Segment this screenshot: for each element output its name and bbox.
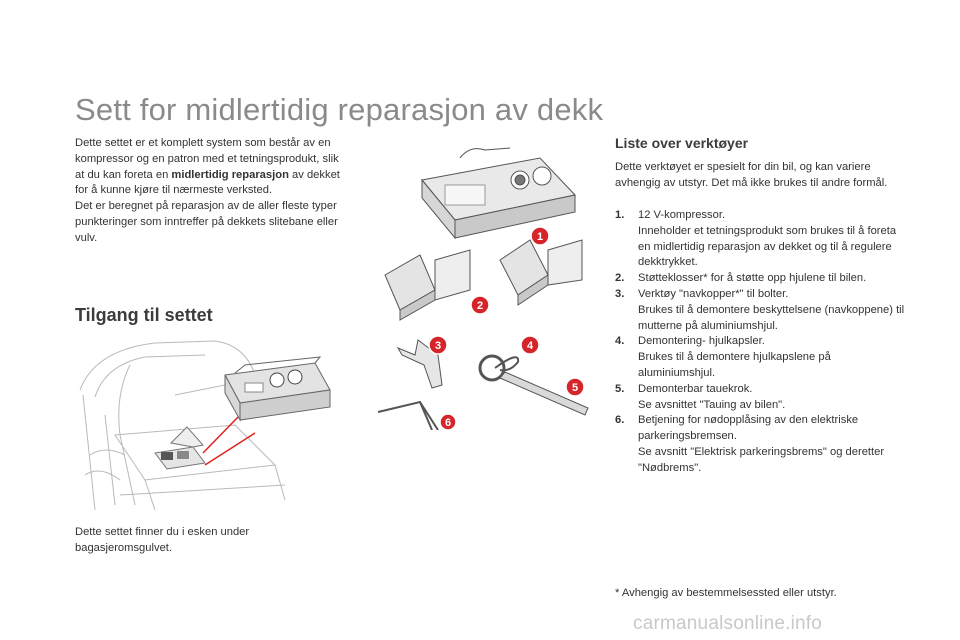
- svg-text:1: 1: [536, 231, 544, 243]
- list-item: [615, 413, 905, 476]
- list-item-desc: Se avsnitt "Elektrisk parkeringsbrems" og deretter "Nødbrems".: [638, 445, 885, 474]
- footnote: * Avhengig av bestemmelsessted eller utstyr.: [615, 587, 837, 599]
- toolkit-illustration: [360, 140, 610, 430]
- list-item-number: 2.: [615, 272, 625, 285]
- svg-text:2: 2: [476, 300, 484, 312]
- compressor-case: [422, 148, 575, 238]
- list-item-number: 4.: [615, 335, 625, 348]
- list-item-title: Verktøy "navkopper*" til bolter.: [638, 287, 789, 300]
- svg-text:4: 4: [526, 340, 534, 352]
- callout-5: [566, 378, 584, 396]
- callout-4: [521, 336, 539, 354]
- svg-text:5: 5: [571, 382, 579, 394]
- svg-text:6: 6: [444, 417, 452, 429]
- callout-2: [471, 296, 489, 314]
- list-item: [615, 208, 905, 271]
- list-item-number: 5.: [615, 382, 625, 395]
- list-item-desc: Inneholder et tetningsprodukt som brukes til å foreta en midlertidig reparasjon av dekket og til å regulere dekktrykket.: [638, 224, 897, 269]
- svg-text:3: 3: [434, 340, 442, 352]
- tool-list: [615, 208, 905, 477]
- access-heading: Tilgang til settet: [75, 305, 213, 325]
- list-item-number: 1.: [615, 209, 625, 221]
- callout-6: [440, 414, 456, 430]
- intro-text-b: av dekket for å kunne kjøre til nærmeste verksted.: [75, 168, 340, 197]
- list-item: [615, 287, 905, 334]
- list-item: [615, 271, 905, 287]
- intro-paragraph-1: [75, 136, 345, 199]
- list-item-desc: Brukes til å demontere beskyttelsene (navkoppene) til mutterne på aluminiumshjul.: [638, 303, 905, 332]
- tools-heading: Liste over verktøyer: [615, 135, 749, 151]
- list-item-number: 6.: [615, 414, 625, 427]
- list-item-title: 12 V-kompressor.: [638, 209, 726, 221]
- brake-release-tool: [378, 402, 432, 430]
- intro-paragraph-2: Det er beregnet på reparasjon av de aller fleste typer punkteringer som inntreffer på dekkets slitebane eller vulv.: [75, 200, 338, 244]
- list-item: [615, 382, 905, 414]
- list-item-number: 3.: [615, 287, 625, 300]
- page-title: Sett for midlertidig reparasjon av dekk: [75, 92, 604, 127]
- list-item-title: Demonterbar tauekrok.: [638, 382, 753, 395]
- access-text: Dette settet finner du i esken under bagasjeromsgulvet.: [75, 526, 250, 554]
- list-item: [615, 334, 905, 381]
- callout-3: [429, 336, 447, 354]
- list-item-desc: Se avsnittet "Tauing av bilen".: [638, 398, 786, 411]
- list-item-title: Støtteklosser* for å støtte opp hjulene til bilen.: [638, 272, 867, 285]
- intro-text-a: Dette settet er et komplett system som består av en kompressor og en patron med et tetningsprodukt, slik at du kan foreta en: [75, 137, 339, 181]
- intro-emphasis: midlertidig reparasjon: [171, 168, 289, 181]
- list-item-title: Demontering- hjulkapsler.: [638, 335, 765, 348]
- intro-text: [75, 136, 345, 247]
- tools-intro: Dette verktøyet er spesielt for din bil, og kan variere avhengig av utstyr. Det må ikke brukes til andre formål.: [615, 161, 888, 189]
- callout-1: [531, 227, 549, 245]
- trunk-illustration: [75, 335, 345, 515]
- watermark: carmanualsonline.info: [633, 613, 823, 634]
- list-item-desc: Brukes til å demontere hjulkapslene på aluminiumshjul.: [638, 351, 831, 379]
- list-item-title: Betjening for nødopplåsing av den elektriske parkeringsbremsen.: [638, 414, 859, 443]
